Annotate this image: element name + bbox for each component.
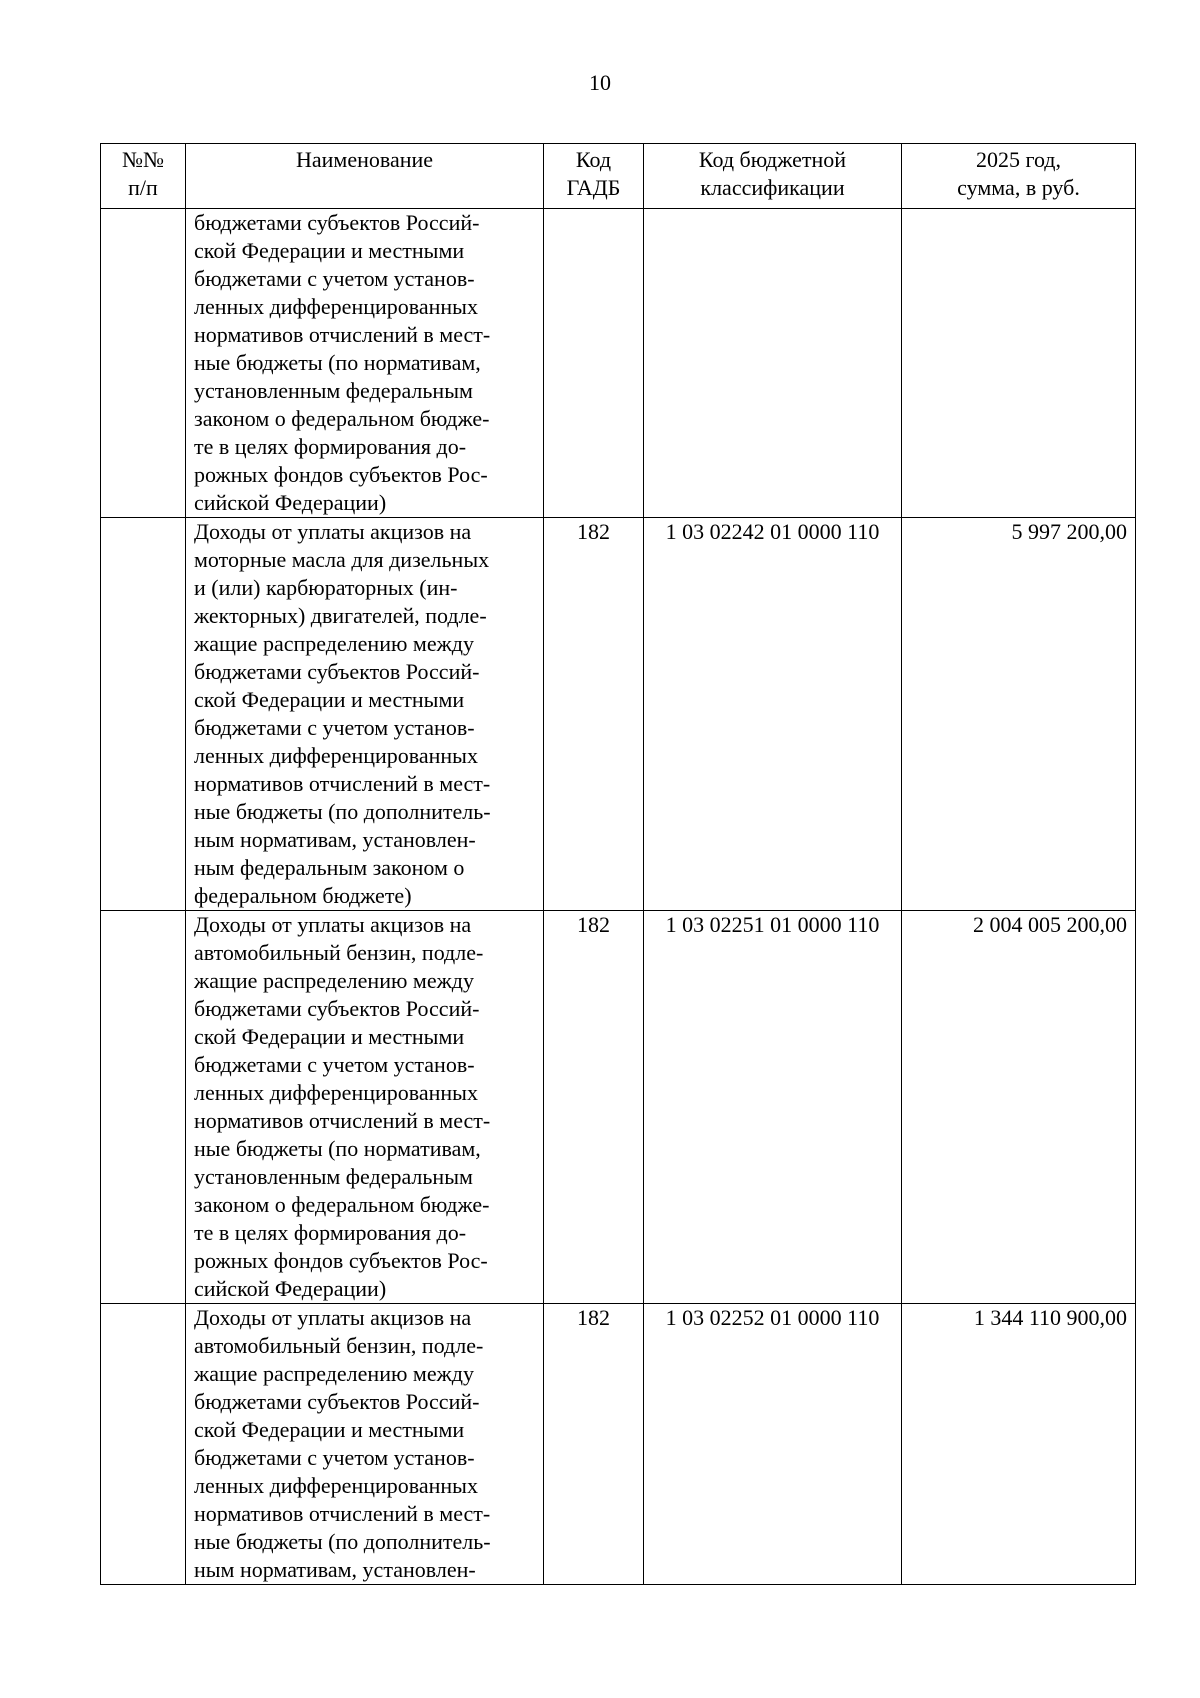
header-kbk <box>644 144 902 209</box>
header-sum-line1: 2025 год, <box>975 147 1062 172</box>
table-row <box>101 1304 1136 1585</box>
table-row <box>101 518 1136 911</box>
table-header-row <box>101 144 1136 209</box>
row-gadb-code: 182 <box>544 911 644 1304</box>
table-row <box>101 209 1136 518</box>
row-name: Доходы от уплаты акцизов на автомобильный бензин, подле- жащие распределению между бюджетами субъектов Россий- ской Федерации и местными бюджетами с учетом установ- ленных дифференцированных нормативов отчислений в мест- ные бюджеты (по дополнитель- ным нормативам, установлен- <box>186 1304 544 1585</box>
row-name: Доходы от уплаты акцизов на автомобильный бензин, подле- жащие распределению между бюджетами субъектов Россий- ской Федерации и местными бюджетами с учетом установ- ленных дифференцированных нормативов отчислений в мест- ные бюджеты (по нормативам, установленным федеральным законом о федеральном бюдже- те в целях формирования до- рожных фондов субъектов Рос- сийской Федерации) <box>186 911 544 1304</box>
header-name <box>186 144 544 209</box>
row-budget-classification-code <box>644 209 902 518</box>
row-number <box>101 209 186 518</box>
row-gadb-code: 182 <box>544 1304 644 1585</box>
header-name-text: Наименование <box>295 147 434 172</box>
budget-revenue-table <box>100 143 1136 1585</box>
header-number-line2: п/п <box>128 175 158 200</box>
header-gadb <box>544 144 644 209</box>
header-gadb-line2: ГАДБ <box>566 175 621 200</box>
row-number <box>101 1304 186 1585</box>
header-number <box>101 144 186 209</box>
row-sum: 5 997 200,00 <box>902 518 1136 911</box>
row-number <box>101 518 186 911</box>
row-sum: 2 004 005 200,00 <box>902 911 1136 1304</box>
header-sum <box>902 144 1136 209</box>
header-number-line1: №№ <box>122 147 164 172</box>
row-gadb-code: 182 <box>544 518 644 911</box>
row-sum: 1 344 110 900,00 <box>902 1304 1136 1585</box>
row-name: бюджетами субъектов Россий- ской Федерации и местными бюджетами с учетом установ- ленных дифференцированных нормативов отчислений в мест- ные бюджеты (по нормативам, установленным федеральным законом о федеральном бюдже- те в целях формирования до- рожных фондов субъектов Рос- сийской Федерации) <box>186 209 544 518</box>
row-number <box>101 911 186 1304</box>
header-kbk-line1: Код бюджетной <box>698 147 847 172</box>
row-gadb-code <box>544 209 644 518</box>
table-row <box>101 911 1136 1304</box>
header-sum-line2: сумма, в руб. <box>957 175 1080 200</box>
row-budget-classification-code: 1 03 02251 01 0000 110 <box>644 911 902 1304</box>
header-kbk-line2: классификации <box>700 175 845 200</box>
row-budget-classification-code: 1 03 02252 01 0000 110 <box>644 1304 902 1585</box>
row-name: Доходы от уплаты акцизов на моторные масла для дизельных и (или) карбюраторных (ин- жекторных) двигателей, подле- жащие распределению между бюджетами субъектов Россий- ской Федерации и местными бюджетами с учетом установ- ленных дифференцированных нормативов отчислений в мест- ные бюджеты (по дополнитель- ным нормативам, установлен- ным федеральным законом о федеральном бюджете) <box>186 518 544 911</box>
row-budget-classification-code: 1 03 02242 01 0000 110 <box>644 518 902 911</box>
page-number: 10 <box>589 70 611 95</box>
row-sum <box>902 209 1136 518</box>
header-gadb-line1: Код <box>575 147 612 172</box>
